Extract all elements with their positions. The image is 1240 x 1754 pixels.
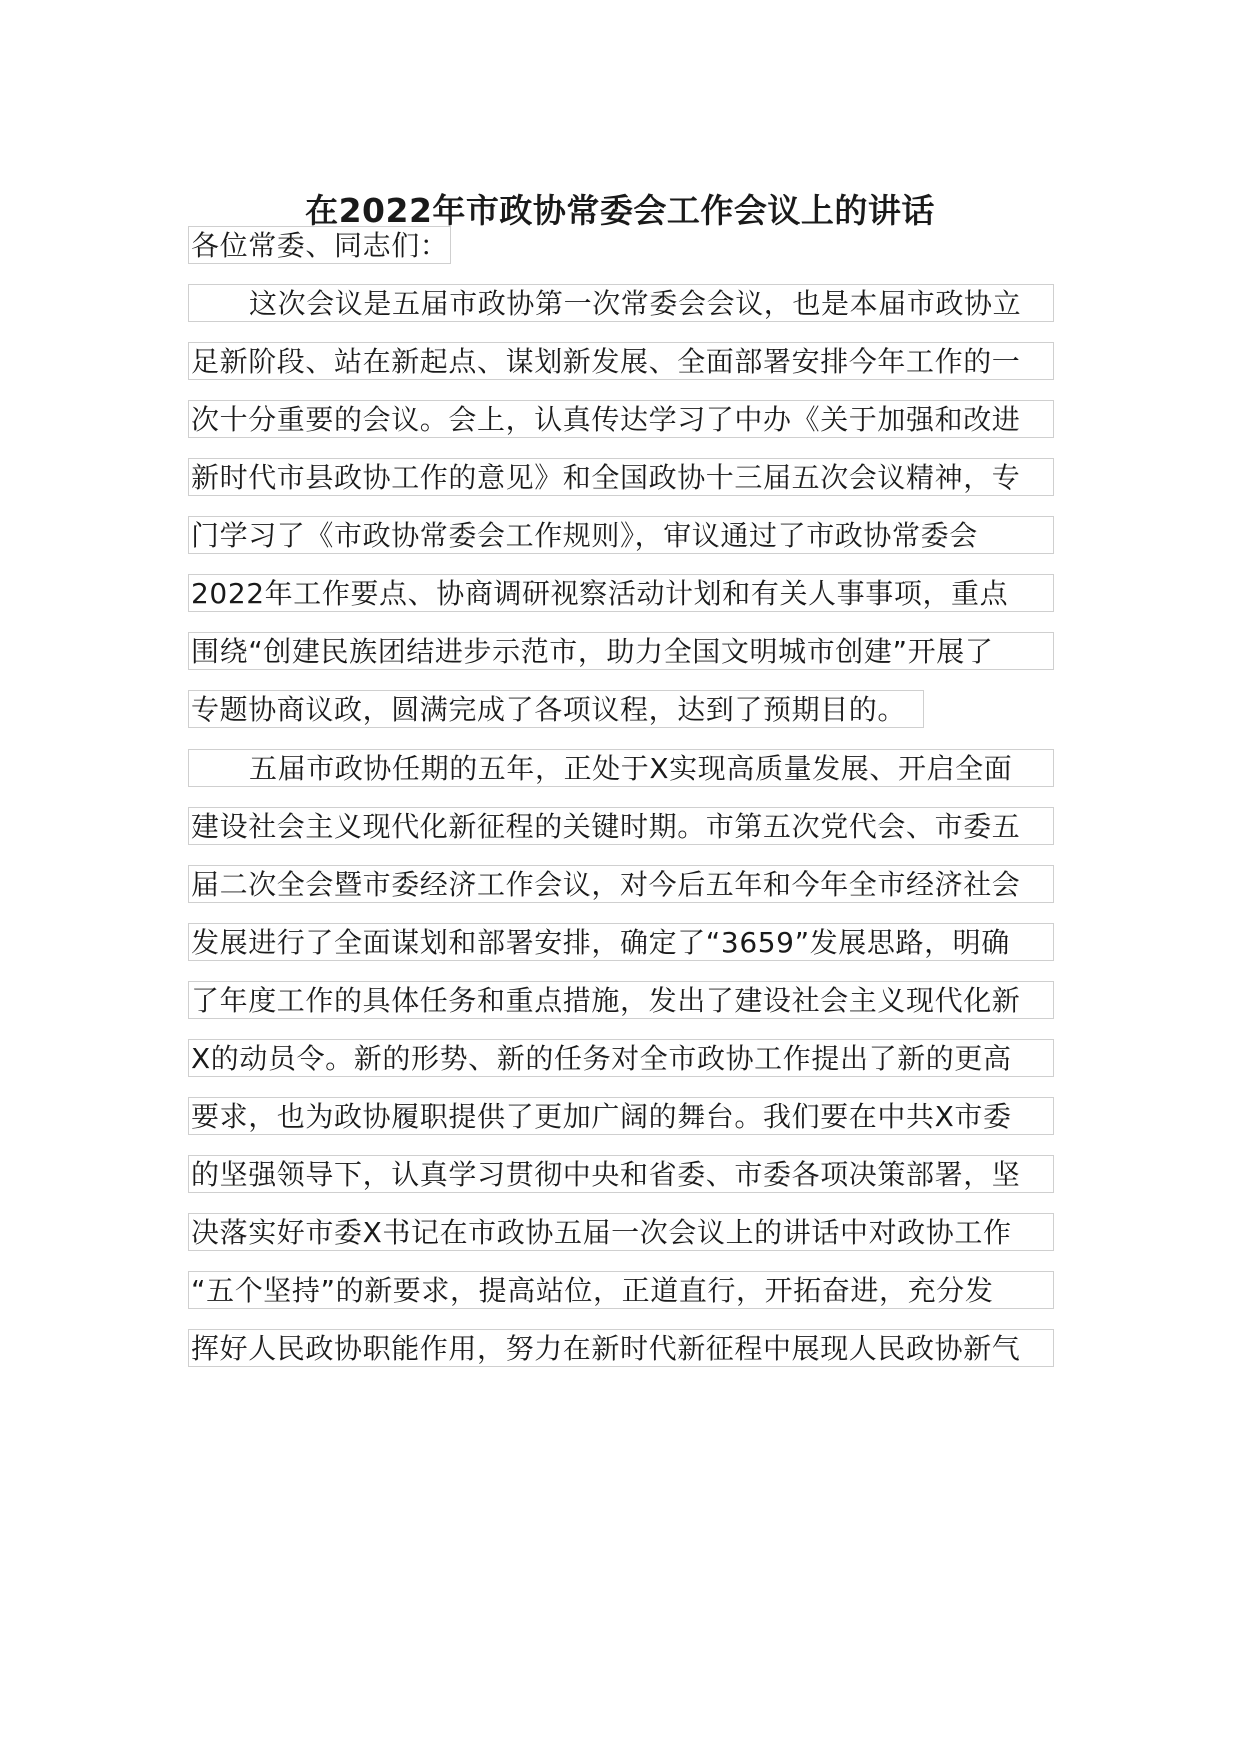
paragraph-line: 围绕“创建民族团结进步示范市，助力全国文明城市创建”开展了 <box>188 632 1054 670</box>
paragraph-line: 专题协商议政，圆满完成了各项议程，达到了预期目的。 <box>188 690 924 728</box>
paragraph-line: 要求，也为政协履职提供了更加广阔的舞台。我们要在中共X市委 <box>188 1097 1054 1135</box>
salutation: 各位常委、同志们： <box>188 226 451 264</box>
paragraph-line: 五届市政协任期的五年，正处于X实现高质量发展、开启全面 <box>188 749 1054 787</box>
paragraph-line: 挥好人民政协职能作用，努力在新时代新征程中展现人民政协新气 <box>188 1329 1054 1367</box>
paragraph-line: “五个坚持”的新要求，提高站位，正道直行，开拓奋进，充分发 <box>188 1271 1054 1309</box>
paragraph-line: 次十分重要的会议。会上，认真传达学习了中办《关于加强和改进 <box>188 400 1054 438</box>
paragraph-line: 决落实好市委X书记在市政协五届一次会议上的讲话中对政协工作 <box>188 1213 1054 1251</box>
document-title: 在2022年市政协常委会工作会议上的讲话 <box>305 191 935 230</box>
paragraph-line: 发展进行了全面谋划和部署安排，确定了“3659”发展思路，明确 <box>188 923 1054 961</box>
paragraph-line: 门学习了《市政协常委会工作规则》，审议通过了市政协常委会 <box>188 516 1054 554</box>
paragraph-line: 这次会议是五届市政协第一次常委会会议，也是本届市政协立 <box>188 284 1054 322</box>
paragraph-line: 届二次全会暨市委经济工作会议，对今后五年和今年全市经济社会 <box>188 865 1054 903</box>
paragraph-line: 了年度工作的具体任务和重点措施，发出了建设社会主义现代化新 <box>188 981 1054 1019</box>
paragraph-line: 新时代市县政协工作的意见》和全国政协十三届五次会议精神，专 <box>188 458 1054 496</box>
paragraph-line: 2022年工作要点、协商调研视察活动计划和有关人事事项，重点 <box>188 574 1054 612</box>
paragraph-line: 建设社会主义现代化新征程的关键时期。市第五次党代会、市委五 <box>188 807 1054 845</box>
paragraph-line: 足新阶段、站在新起点、谋划新发展、全面部署安排今年工作的一 <box>188 342 1054 380</box>
paragraph-line: X的动员令。新的形势、新的任务对全市政协工作提出了新的更高 <box>188 1039 1054 1077</box>
paragraph-line: 的坚强领导下，认真学习贯彻中央和省委、市委各项决策部署，坚 <box>188 1155 1054 1193</box>
